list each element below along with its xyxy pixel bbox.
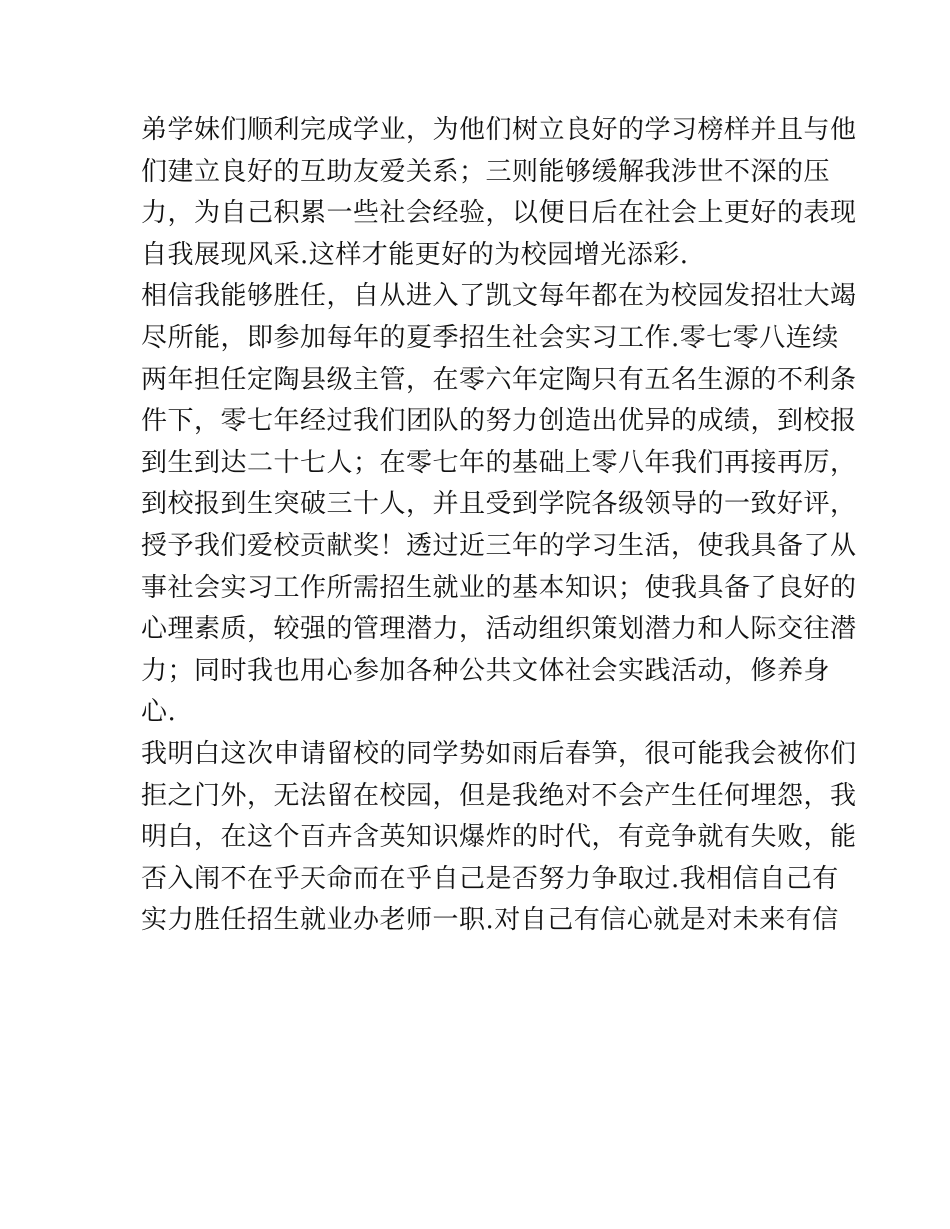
text-line: 弟学妹们顺利完成学业，为他们树立良好的学习榜样并且与他	[141, 115, 857, 145]
text-line: 两年担任定陶县级主管，在零六年定陶只有五名生源的不利条	[141, 364, 857, 395]
text-line: 到生到达二十七人；在零七年的基础上零八年我们再接再厉，	[141, 447, 857, 478]
text-line: 实力胜任招生就业办老师一职.对自己有信心就是对未来有信	[141, 905, 839, 936]
text-line: 到校报到生突破三十人，并且受到学院各级领导的一致好评，	[141, 489, 857, 520]
text-line: 自我展现风采.这样才能更好的为校园增光添彩.	[141, 239, 689, 270]
text-line: 心理素质，较强的管理潜力，活动组织策划潜力和人际交往潜	[141, 614, 857, 645]
text-line: 授予我们爱校贡献奖！透过近三年的学习生活，使我具备了从	[141, 530, 857, 561]
text-line: 尽所能，即参加每年的夏季招生社会实习工作.零七零八连续	[141, 322, 839, 353]
text-line: 心.	[141, 697, 177, 728]
text-line: 明白，在这个百卉含英知识爆炸的时代，有竞争就有失败，能	[141, 822, 857, 853]
body-text	[141, 110, 857, 942]
text-line: 相信我能够胜任，自从进入了凯文每年都在为校园发招壮大竭	[141, 281, 857, 312]
text-line: 我明白这次申请留校的同学势如雨后春笋，很可能我会被你们	[141, 738, 857, 769]
text-line: 们建立良好的互助友爱关系；三则能够缓解我涉世不深的压	[141, 156, 831, 187]
text-line: 否入闱不在乎天命而在乎自己是否努力争取过.我相信自己有	[141, 863, 839, 894]
text-line: 拒之门外，无法留在校园，但是我绝对不会产生任何埋怨，我	[141, 780, 857, 811]
text-line: 力；同时我也用心参加各种公共文体社会实践活动，修养身	[141, 655, 831, 686]
text-line: 事社会实习工作所需招生就业的基本知识；使我具备了良好的	[141, 572, 857, 603]
text-line: 件下，零七年经过我们团队的努力创造出优异的成绩，到校报	[141, 406, 857, 437]
text-line: 力，为自己积累一些社会经验，以便日后在社会上更好的表现	[141, 198, 857, 229]
